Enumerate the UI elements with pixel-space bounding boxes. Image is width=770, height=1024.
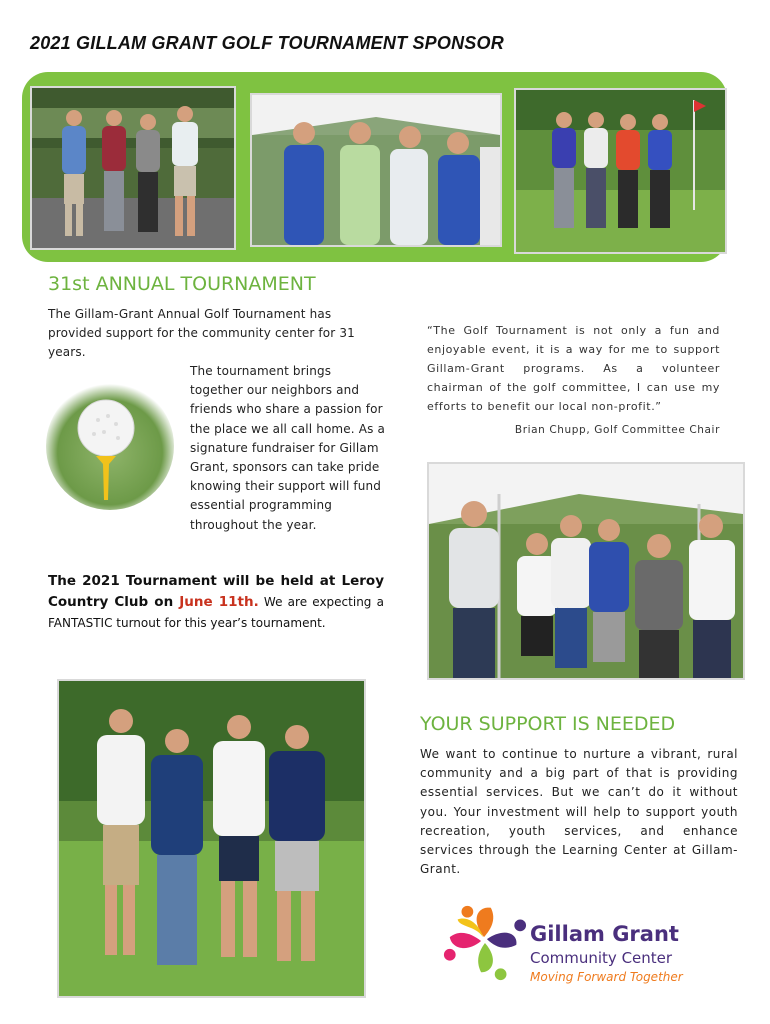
golfers-photo-1 [30,86,236,250]
golfers-photo-2 [250,93,502,247]
golfers-photo-4 [427,462,745,680]
annual-intro-text: The Gillam-Grant Annual Golf Tournament has provided support for the community center for 31 years. [48,307,355,360]
support-heading: YOUR SUPPORT IS NEEDED [420,713,676,735]
logo-tagline: Moving Forward Together [530,970,683,984]
gillam-grant-logo [440,898,740,988]
announcement-tail: We are expecting a FANTASTIC turnout for this year’s tournament. [48,595,384,630]
support-body-text: We want to continue to nurture a vibrant, rural community and a big part of that is providing essential services. But we can’t do it without you. Your investment will help to support youth recreation, youth services, and enhance services through the Learning Center at Gillam-Grant. [420,747,738,877]
pinwheel-people-icon [440,898,528,986]
tournament-announcement [48,571,384,634]
chair-quote: “The Golf Tournament is not only a fun and enjoyable event, it is a way for me to support Gillam-Grant programs. As a volunteer chairman of the golf committee, I can use my efforts to benefit our local non-profit.” [427,324,720,413]
announcement-date: June 11th. [179,594,259,610]
page-title: 2021 GILLAM GRANT GOLF TOURNAMENT SPONSOR [30,33,504,53]
golf-ball-image [46,382,174,510]
golfers-photo-3 [514,88,727,254]
annual-body-text: The tournament brings together our neighbors and friends who share a passion for the place we all call home. As a signature fundraiser for Gillam Grant, sponsors can take pride knowing their support will fund essential programming throughout the year. [190,364,385,532]
annual-tournament-heading: 31st ANNUAL TOURNAMENT [48,273,316,295]
logo-subtitle: Community Center [530,949,673,967]
golfers-photo-5 [57,679,366,998]
quote-attribution: Brian Chupp, Golf Committee Chair [514,424,720,436]
logo-name: Gillam Grant [530,922,679,946]
announcement-lead: The 2021 Tournament will be held at Leroy Country Club on [48,573,384,610]
